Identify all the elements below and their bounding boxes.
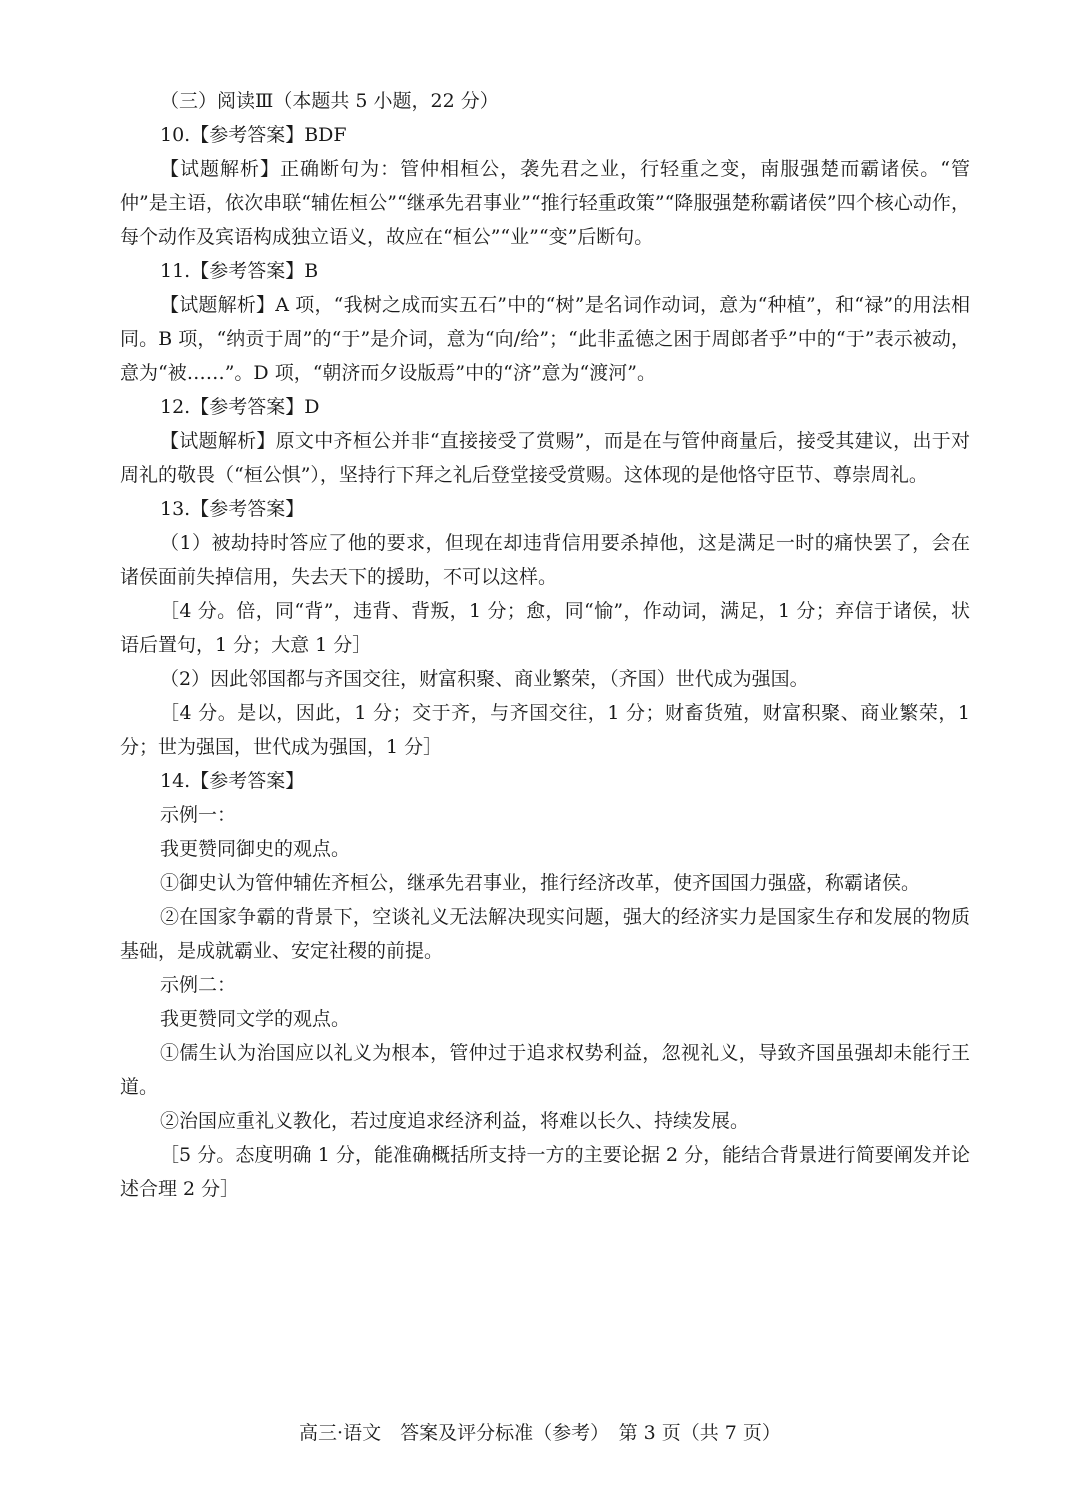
q10-analysis: 【试题解析】正确断句为：管仲相桓公，袭先君之业，行轻重之变，南服强楚而霸诸侯。“管仲”是主语，依次串联“辅佐桓公”“继承先君事业”“推行轻重政策”“降服强楚称霸诸侯”四个核心动作，每个动作及宾语构成独立语义，故应在“桓公”“业”“变”后断句。 xyxy=(120,158,970,248)
page-footer: 高三·语文 答案及评分标准（参考） 第 3 页（共 7 页） xyxy=(299,1422,781,1444)
section-title: （三）阅读Ⅲ（本题共 5 小题，22 分） xyxy=(160,90,499,112)
q11-analysis: 【试题解析】A 项，“我树之成而实五石”中的“树”是名词作动词，意为“种植”，和“禄”的用法相同。B 项，“纳贡于周”的“于”是介词，意为“向/给”；“此非孟德之困于周郎者乎”中的“于”表示被动，意为“被……”。D 项，“朝济而夕设版焉”中的“济”意为“渡河”。 xyxy=(120,294,970,384)
q14-example1-point1: ①御史认为管仲辅佐齐桓公，继承先君事业，推行经济改革，使齐国国力强盛，称霸诸侯。 xyxy=(160,872,921,894)
q14-answer: 14.【参考答案】 xyxy=(160,770,305,792)
q12-analysis: 【试题解析】原文中齐桓公并非“直接接受了赏赐”，而是在与管仲商量后，接受其建议，出于对周礼的敬畏（“桓公惧”），坚持行下拜之礼后登堂接受赏赐。这体现的是他恪守臣节、尊崇周礼。 xyxy=(120,430,970,486)
answer-key-page xyxy=(120,84,977,1206)
q13-item1: （1）被劫持时答应了他的要求，但现在却违背信用要杀掉他，这是满足一时的痛快罢了，会在诸侯面前失掉信用，失去天下的援助，不可以这样。 xyxy=(120,532,970,588)
q14-example1-label: 示例一： xyxy=(160,804,237,826)
q12-answer: 12.【参考答案】D xyxy=(160,396,320,418)
q11-answer: 11.【参考答案】B xyxy=(160,260,319,282)
q14-example2-view: 我更赞同文学的观点。 xyxy=(160,1008,351,1030)
q14-example2-point2: ②治国应重礼义教化，若过度追求经济利益，将难以长久、持续发展。 xyxy=(160,1110,750,1132)
q13-score1: ［4 分。倍，同“背”，违背、背叛，1 分；愈，同“愉”，作动词，满足，1 分；弃信于诸侯，状语后置句，1 分；大意 1 分］ xyxy=(120,600,970,656)
q14-score: ［5 分。态度明确 1 分，能准确概括所支持一方的主要论据 2 分，能结合背景进行简要阐发并论述合理 2 分］ xyxy=(120,1144,970,1200)
q10-answer: 10.【参考答案】BDF xyxy=(160,124,347,146)
q13-answer: 13.【参考答案】 xyxy=(160,498,305,520)
q14-example2-label: 示例二： xyxy=(160,974,237,996)
q14-example1-point2: ②在国家争霸的背景下，空谈礼义无法解决现实问题，强大的经济实力是国家生存和发展的物质基础，是成就霸业、安定社稷的前提。 xyxy=(120,906,970,962)
q14-example1-view: 我更赞同御史的观点。 xyxy=(160,838,351,860)
q13-score2: ［4 分。是以，因此，1 分；交于齐，与齐国交往，1 分；财畜货殖，财富积聚、商业繁荣，1 分；世为强国，世代成为强国，1 分］ xyxy=(120,702,977,758)
q13-item2: （2）因此邻国都与齐国交往，财富积聚、商业繁荣，（齐国）世代成为强国。 xyxy=(160,668,809,690)
q14-example2-point1: ①儒生认为治国应以礼义为根本，管仲过于追求权势利益，忽视礼义，导致齐国虽强却未能行王道。 xyxy=(120,1042,970,1098)
